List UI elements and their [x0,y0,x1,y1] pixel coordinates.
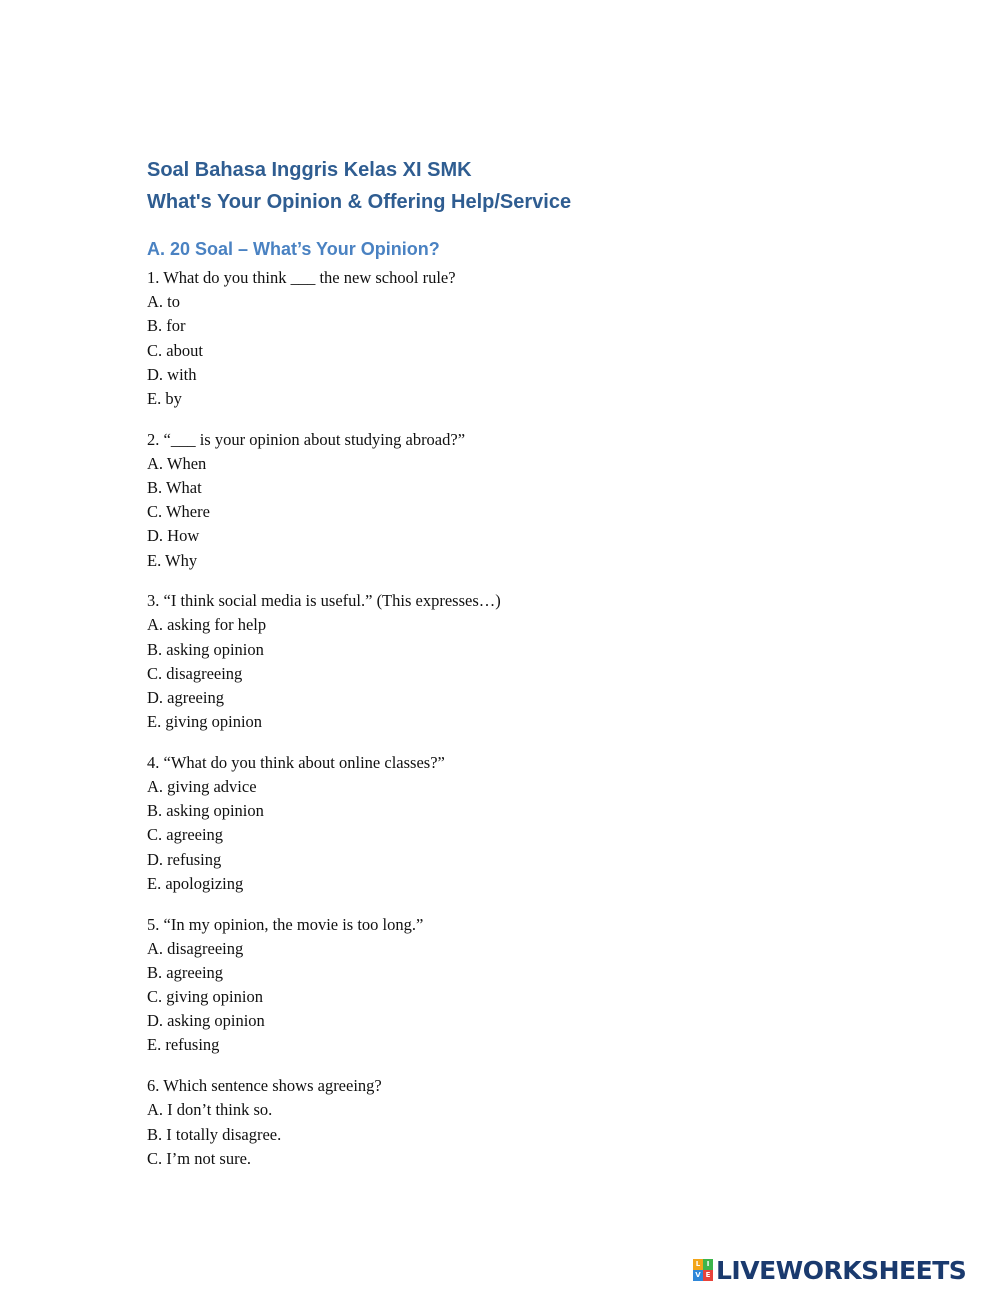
worksheet-subtitle: What's Your Opinion & Offering Help/Service [147,191,572,213]
answer-option[interactable]: C. disagreeing [147,663,243,683]
answer-option[interactable]: A. disagreeing [147,938,244,958]
answer-option[interactable]: E. refusing [147,1035,220,1055]
answer-option[interactable]: B. agreeing [147,962,224,982]
answer-option[interactable]: A. I don’t think so. [147,1100,273,1120]
question-text: 5. “In my opinion, the movie is too long.” [147,914,424,934]
answer-option[interactable]: D. asking opinion [147,1011,265,1031]
question-block [147,589,867,734]
answer-option[interactable]: B. What [147,478,202,497]
answer-option[interactable]: C. I’m not sure. [147,1148,252,1168]
answer-option[interactable]: E. apologizing [147,873,244,893]
answer-option[interactable]: E. by [147,388,182,408]
answer-option[interactable]: D. refusing [147,849,222,869]
answer-option[interactable]: A. asking for help [147,615,267,635]
answer-option[interactable]: C. about [147,340,203,360]
question-block [147,1074,867,1171]
question-text: 4. “What do you think about online classes?” [147,752,445,772]
answer-option[interactable]: E. giving opinion [147,712,263,732]
answer-option[interactable]: B. asking opinion [147,801,264,821]
answer-option[interactable]: C. Where [147,502,210,522]
answer-option[interactable]: D. with [147,364,197,384]
answer-option[interactable]: C. giving opinion [147,987,263,1007]
answer-option[interactable]: E. Why [147,550,198,570]
answer-option[interactable]: C. agreeing [147,825,224,845]
question-block [147,266,867,411]
question-block [147,751,867,896]
question-block [147,913,867,1058]
answer-option[interactable]: A. giving advice [147,777,257,797]
question-text: 2. “___ is your opinion about studying abroad?” [147,429,466,449]
question-text: 3. “I think social media is useful.” (This expresses…) [147,591,501,611]
answer-option[interactable]: B. I totally disagree. [147,1124,282,1144]
section-heading: A. 20 Soal – What’s Your Opinion? [147,239,440,259]
logo-mark-square: E [703,1270,713,1281]
question-block [147,428,867,573]
logo-mark-square: L [693,1259,703,1270]
logo-mark-square: V [693,1270,703,1281]
answer-option[interactable]: A. to [147,292,180,312]
answer-option[interactable]: D. agreeing [147,688,224,707]
answer-option[interactable]: B. asking opinion [147,639,264,659]
logo-mark-square: I [703,1259,713,1270]
answer-option[interactable]: B. for [147,316,186,336]
liveworksheets-logo-text: LIVEWORKSHEETS [716,1255,967,1285]
answer-option[interactable]: D. How [147,526,200,546]
question-list [147,266,867,1187]
liveworksheets-logo-icon [693,1259,713,1281]
answer-option[interactable]: A. When [147,453,207,473]
worksheet-title: Soal Bahasa Inggris Kelas XI SMK [147,159,472,181]
liveworksheets-logo [693,1254,966,1286]
question-text: 1. What do you think ___ the new school rule? [147,268,456,287]
question-text: 6. Which sentence shows agreeing? [147,1076,382,1096]
